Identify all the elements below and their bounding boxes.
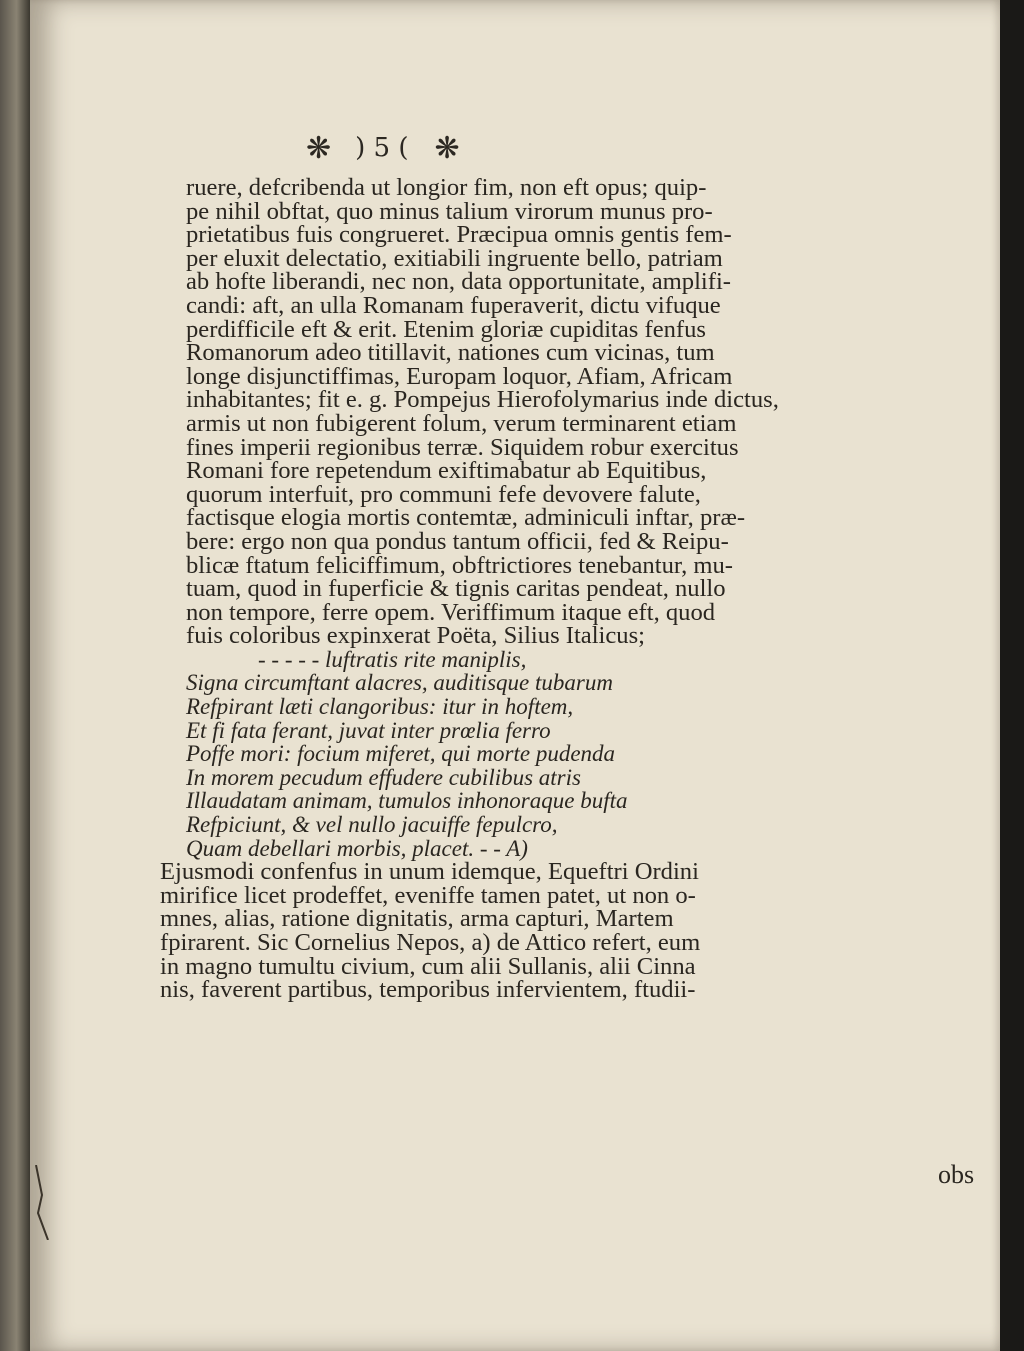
text-line: per eluxit delectatio, exitiabili ingruente bello, patriam bbox=[186, 244, 723, 272]
text-line: factisque elogia mortis contemtæ, adminiculi inftar, præ- bbox=[186, 504, 746, 532]
page-text bbox=[160, 174, 976, 1004]
ornament-left-icon: ❋ bbox=[306, 130, 330, 166]
verse-line: Refpirant læti clangoribus: itur in hoftem, bbox=[186, 694, 574, 720]
text-line: ruere, defcribenda ut longior fim, non eft opus; quip- bbox=[186, 174, 707, 201]
verse-line: Illaudatam animam, tumulos inhonoraque bufta bbox=[186, 788, 628, 814]
page-number: ) 5 ( bbox=[355, 133, 409, 163]
text-line: fines imperii regionibus terræ. Siquidem robur exercitus bbox=[186, 433, 739, 461]
right-margin-shadow bbox=[1000, 0, 1024, 1351]
text-line: candi: aft, an ulla Romanam fuperaverit, dictu vifuque bbox=[186, 291, 721, 319]
text-line: prietatibus fuis congrueret. Præcipua omnis gentis fem- bbox=[186, 221, 732, 249]
verse-line: Et fi fata ferant, juvat inter prœlia ferro bbox=[186, 717, 551, 743]
text-line: perdifficile eft & erit. Etenim gloriæ cupiditas fenfus bbox=[186, 315, 706, 343]
text-line: armis ut non fubigerent folum, verum terminarent etiam bbox=[186, 409, 737, 437]
verse-line: Refpiciunt, & vel nullo jacuiffe fepulcro, bbox=[186, 812, 558, 838]
left-page-edge bbox=[0, 0, 30, 1351]
text-line: ab hofte liberandi, nec non, data opportunitate, amplifi- bbox=[186, 268, 731, 296]
verse-line: Quam debellari morbis, placet. - - A) bbox=[186, 835, 528, 861]
verse-line: - - - - - luftratis rite maniplis, bbox=[258, 646, 527, 672]
text-line: pe nihil obftat, quo minus talium virorum munus pro- bbox=[186, 197, 713, 225]
text-line: Romani fore repetendum exiftimabatur ab Equitibus, bbox=[186, 457, 707, 485]
text-line: Romanorum adeo titillavit, nationes cum vicinas, tum bbox=[186, 339, 715, 367]
verse-line: Poffe mori: focium miferet, qui morte pudenda bbox=[186, 741, 616, 767]
text-line: fuis coloribus expinxerat Poëta, Silius Italicus; bbox=[186, 622, 646, 650]
text-line: bere: ergo non qua pondus tantum officii, fed & Reipu- bbox=[186, 527, 729, 555]
text-line: blicæ ftatum feliciffimum, obftrictiores tenebantur, mu- bbox=[186, 551, 733, 579]
verse-line: Signa circumftant alacres, auditisque tubarum bbox=[186, 670, 613, 696]
text-line: fpirarent. Sic Cornelius Nepos, a) de Attico refert, eum bbox=[160, 929, 701, 956]
page-tear-mark bbox=[32, 1165, 62, 1240]
text-line: inhabitantes; fit e. g. Pompejus Hierofolymarius inde dictus, bbox=[186, 386, 779, 414]
text-line: non tempore, ferre opem. Veriffimum itaque eft, quod bbox=[186, 598, 716, 626]
text-line: mnes, alias, ratione dignitatis, arma capturi, Martem bbox=[160, 905, 674, 933]
page-header bbox=[306, 128, 566, 168]
text-line: tuam, quod in fuperficie & tignis caritas pendeat, nullo bbox=[186, 575, 726, 603]
text-line: nis, faverent partibus, temporibus infervientem, ftudii- bbox=[160, 976, 696, 1004]
text-line: quorum interfuit, pro communi fefe devovere falute, bbox=[186, 480, 701, 508]
catchword: obs bbox=[938, 1160, 975, 1189]
ornament-right-icon: ❋ bbox=[434, 130, 458, 166]
text-line: mirifice licet prodeffet, eveniffe tamen patet, ut non o- bbox=[160, 881, 696, 909]
text-line: Ejusmodi confenfus in unum idemque, Equeftri Ordini bbox=[160, 858, 699, 886]
text-line: longe disjunctiffimas, Europam loquor, Afiam, Africam bbox=[186, 362, 733, 390]
verse-line: In morem pecudum effudere cubilibus atris bbox=[186, 764, 581, 790]
text-line: in magno tumultu civium, cum alii Sullanis, alii Cinna bbox=[160, 952, 696, 980]
